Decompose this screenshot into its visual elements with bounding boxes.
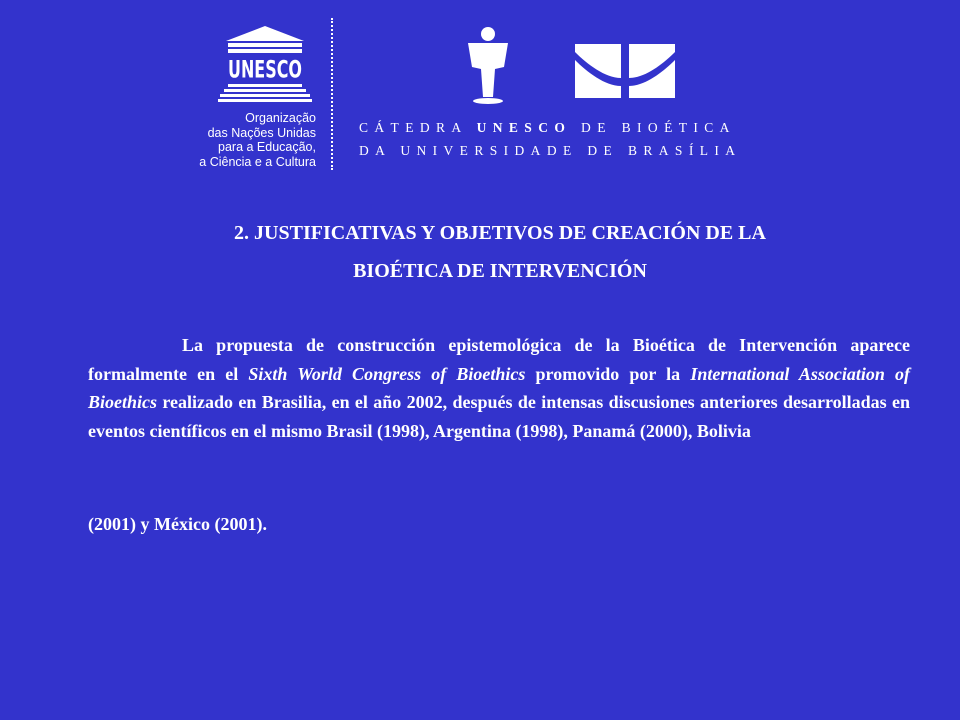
catedra-line-1 (359, 116, 741, 139)
unesco-caption-line-1: Organização (245, 111, 316, 125)
catedra-heading (359, 116, 741, 162)
catedra-emphasis: UNESCO (476, 120, 572, 135)
section-title (88, 214, 912, 290)
body-paragraph (88, 331, 910, 445)
unesco-logo-icon (218, 24, 312, 104)
unesco-caption (188, 111, 316, 169)
body-italic-association: International Association of Bioethics (88, 363, 911, 412)
body-segment-1: La propuesta de construcción epistemológica de la Bioética de Intervención aparece formalmente en el (88, 335, 910, 384)
catedra-suffix: DE BIOÉTICA (581, 120, 736, 135)
unb-logo-icon (575, 44, 675, 98)
body-italic-congress: Sixth World Congress of Bioethics (248, 363, 526, 384)
unesco-caption-line-4: a Ciência e a Cultura (199, 154, 316, 169)
catedra-prefix: CÁTEDRA (359, 120, 467, 135)
unesco-logo-text: UNESCO (228, 56, 302, 85)
catedra-line-2: DA UNIVERSIDADE DE BRASÍLIA (359, 143, 742, 158)
human-figure-icon (462, 27, 514, 107)
body-segment-3: realizado en Brasilia, en el año 2002, después de intensas discusiones anteriores desarrolladas en eventos científicos en el mismo Brasil (1998), Argentina (1998), Panamá (2000), Bolivia (88, 392, 910, 441)
body-segment-2: promovido por la (525, 363, 691, 384)
body-last-line: (2001) y México (2001). (88, 514, 267, 534)
section-title-line-1: 2. JUSTIFICATIVAS Y OBJETIVOS DE CREACIÓN DE LA (234, 222, 766, 244)
section-title-line-2: BIOÉTICA DE INTERVENCIÓN (353, 260, 647, 282)
unesco-caption-line-2: das Nações Unidas (207, 125, 316, 140)
header-divider (331, 18, 333, 170)
unesco-caption-line-3: para a Educação, (218, 140, 316, 154)
